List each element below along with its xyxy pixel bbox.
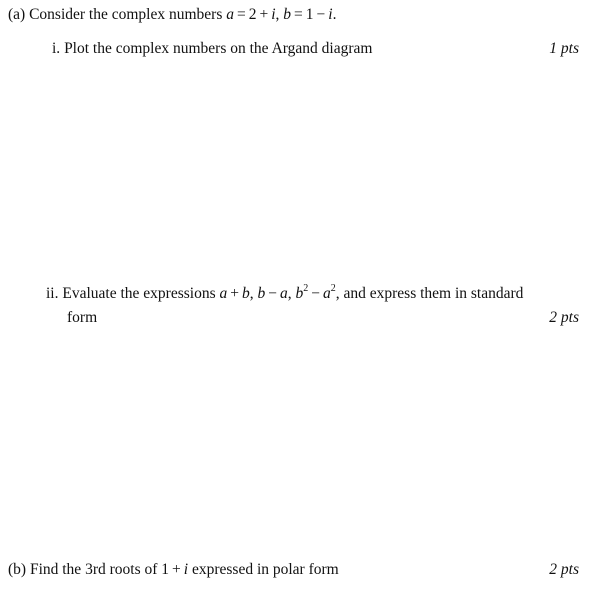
- expr-var: b: [295, 285, 304, 302]
- equals-sign: =: [294, 6, 303, 23]
- question-ii: [46, 284, 523, 304]
- part-b-label: (b): [8, 561, 27, 578]
- minus-sign: −: [268, 285, 277, 302]
- part-b-text-cont: expressed in polar form: [191, 561, 339, 578]
- imag-unit: i: [183, 561, 189, 578]
- question-ii-line2: form: [67, 309, 98, 326]
- expr-var: a: [322, 285, 331, 302]
- question-i-points: 1 pts: [549, 40, 579, 57]
- a-real: 2: [248, 6, 257, 23]
- part-a-label: (a): [8, 6, 26, 23]
- plus-sign: +: [230, 285, 239, 302]
- question-i: [52, 39, 372, 59]
- minus-sign: −: [311, 285, 320, 302]
- exponent: 2: [303, 282, 309, 294]
- expr-var: a: [279, 285, 288, 302]
- question-ii-points: 2 pts: [549, 309, 579, 326]
- expr-var: a: [219, 285, 228, 302]
- period: .: [332, 6, 337, 23]
- a-imag: i: [271, 6, 276, 23]
- exponent: 2: [330, 282, 336, 294]
- one: 1: [161, 561, 170, 578]
- question-ii-label: ii.: [46, 285, 59, 302]
- question-ii-text: Evaluate the expressions: [62, 285, 216, 302]
- minus-sign: −: [316, 6, 326, 23]
- plus-sign: +: [259, 6, 269, 23]
- plus-sign: +: [172, 561, 181, 578]
- part-b-heading: [8, 560, 339, 580]
- part-a-text: Consider the complex numbers: [29, 6, 223, 23]
- comma: ,: [249, 285, 254, 302]
- part-b-text: Find the 3rd roots of: [29, 561, 158, 578]
- comma: ,: [275, 6, 280, 23]
- expr-var: b: [241, 285, 250, 302]
- question-i-text: Plot the complex numbers on the Argand diagram: [64, 40, 373, 57]
- expr-var: b: [257, 285, 266, 302]
- comma: ,: [287, 285, 292, 302]
- var-b: b: [283, 6, 292, 23]
- part-b-points: 2 pts: [549, 561, 579, 578]
- var-a: a: [226, 6, 234, 23]
- b-real: 1: [305, 6, 314, 23]
- question-i-label: i.: [52, 40, 61, 57]
- equals-sign: =: [236, 6, 246, 23]
- part-a-heading: [8, 5, 336, 25]
- b-imag: i: [328, 6, 333, 23]
- question-ii-text-cont: , and express them in standard: [335, 285, 524, 302]
